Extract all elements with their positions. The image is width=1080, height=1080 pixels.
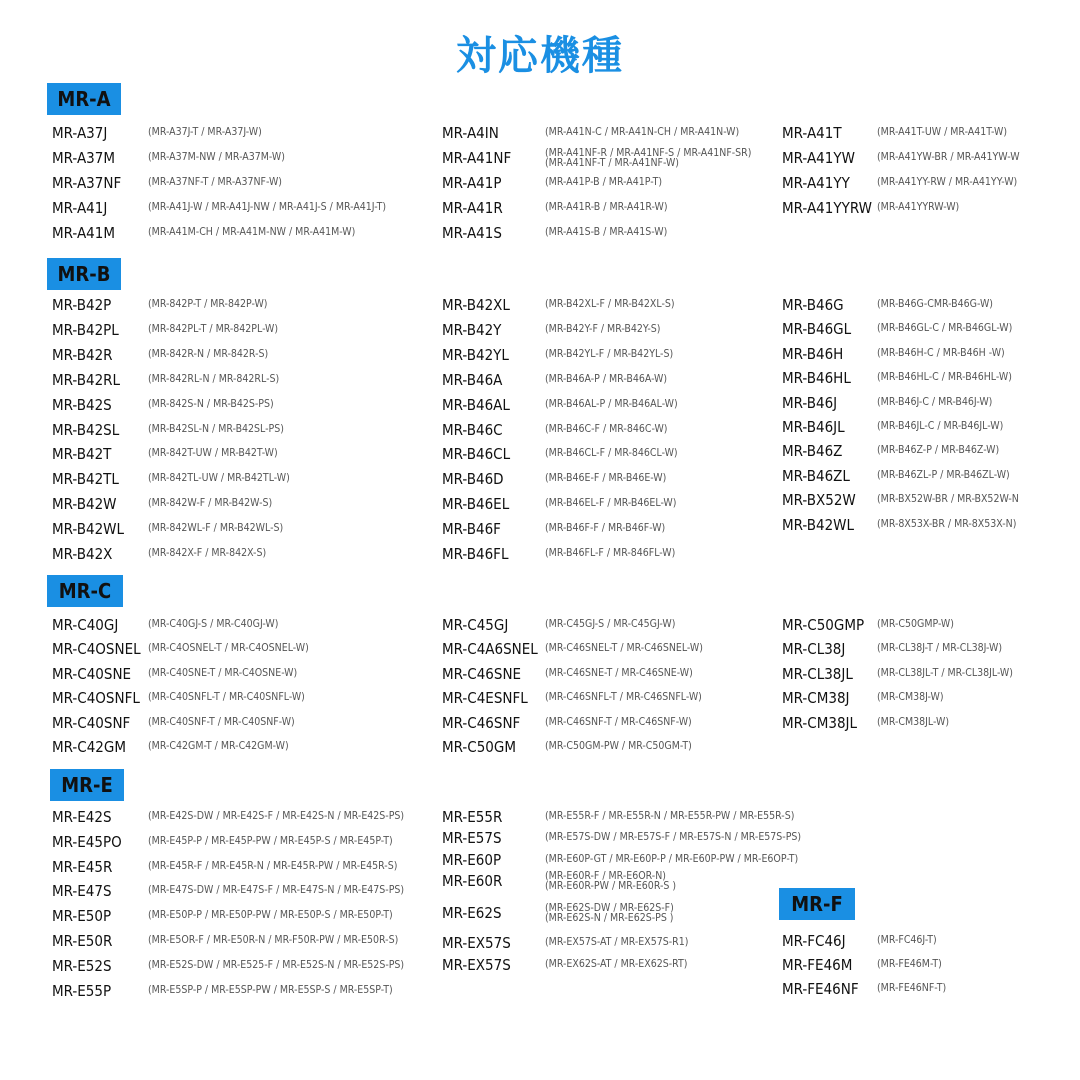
model-name: MR-C45GJ: [442, 616, 509, 634]
model-name: MR-EX57S: [442, 956, 511, 974]
model-name: MR-A37NF: [52, 174, 122, 192]
model-name: MR-B46JL: [782, 418, 845, 436]
model-name: MR-B46C: [442, 420, 503, 439]
model-name: MR-A41T: [782, 124, 842, 142]
model-variants: (MR-B46HL-C / MR-B46HL-W): [877, 371, 1012, 384]
model-name: MR-B42X: [52, 545, 113, 563]
section-badge-e: MR-E: [50, 769, 124, 801]
model-variants: (MR-FE46M-T): [877, 958, 942, 971]
page-title: 対応機種: [456, 33, 624, 79]
model-name: MR-B42PL: [52, 320, 119, 339]
model-name: MR-A41NF: [442, 149, 512, 167]
model-variants: (MR-B46FL-F / MR-846FL-W): [545, 547, 676, 559]
model-name: MR-C42GM: [52, 738, 126, 756]
model-name: MR-EX57S: [442, 934, 511, 952]
model-name: MR-C46SNF: [442, 713, 521, 732]
model-name: MR-B42XL: [442, 296, 510, 314]
model-name: MR-CM38J: [782, 689, 850, 708]
model-variants: (MR-BX52W-BR / MR-BX52W-N: [877, 493, 1019, 506]
model-variants: (MR-E45R-F / MR-E45R-N / MR-E45R-PW / MR-E45R-S): [148, 859, 398, 872]
model-variants: (MR-B46G-CMR-B46G-W): [877, 298, 993, 310]
model-variants: (MR-A41P-B / MR-A41P-T): [545, 176, 663, 188]
model-variants: (MR-C40SNF-T / MR-C40SNF-W): [148, 715, 295, 728]
model-name: MR-C4ESNFL: [442, 689, 528, 708]
model-name: MR-B46AL: [442, 395, 510, 414]
model-name: MR-A41YYRW: [782, 199, 872, 217]
model-name: MR-B46A: [442, 370, 503, 389]
model-variants: (MR-FC46J-T): [877, 934, 937, 946]
model-variants: (MR-A41R-B / MR-A41R-W): [545, 201, 668, 213]
model-name: MR-C40SNE: [52, 664, 132, 683]
model-variants: (MR-B46JL-C / MR-B46JL-W): [877, 420, 1004, 432]
model-variants: (MR-E5OR-F / MR-E50R-N / MR-F50R-PW / MR-E50R-S): [148, 934, 399, 946]
model-variants: (MR-A41NF-R / MR-A41NF-S / MR-A41NF-SR) (MR-A41NF-T / MR-A41NF-W): [545, 147, 752, 169]
model-name: MR-B42RL: [52, 370, 121, 389]
section-badge-c: MR-C: [47, 575, 123, 607]
model-variants: (MR-C46SNF-T / MR-C46SNF-W): [545, 715, 692, 728]
model-variants: (MR-EX57S-AT / MR-EX57S-R1): [545, 936, 689, 948]
model-name: MR-C4A6SNEL: [442, 640, 538, 659]
model-name: MR-C46SNE: [442, 664, 522, 683]
model-name: MR-B42Y: [442, 320, 502, 339]
model-name: MR-C4OSNEL: [52, 640, 141, 659]
model-name: MR-B42R: [52, 345, 113, 364]
model-name: MR-C40SNF: [52, 713, 131, 732]
model-name: MR-B42T: [52, 445, 112, 464]
model-name: MR-A37J: [52, 124, 108, 142]
model-variants: (MR-C46SNE-T / MR-C46SNE-W): [545, 666, 693, 679]
model-variants: (MR-B42YL-F / MR-B42YL-S): [545, 347, 674, 360]
model-variants: (MR-E55R-F / MR-E55R-N / MR-E55R-PW / MR-E55R-S): [545, 810, 795, 822]
model-name: MR-E60R: [442, 872, 503, 890]
model-name: MR-E42S: [52, 808, 112, 826]
model-name: MR-E50R: [52, 932, 113, 950]
model-variants: (MR-B46ZL-P / MR-B46ZL-W): [877, 468, 1010, 481]
model-name: MR-B46EL: [442, 495, 510, 514]
model-variants: (MR-A41YW-BR / MR-A41YW-W: [877, 151, 1020, 163]
model-variants: (MR-842WL-F / MR-B42WL-S): [148, 522, 284, 535]
model-name: MR-B42TL: [52, 470, 119, 489]
model-name: MR-A41M: [52, 224, 115, 242]
model-name: MR-E52S: [52, 956, 112, 975]
model-variants: (MR-842RL-N / MR-842RL-S): [148, 372, 280, 385]
model-variants: (MR-E52S-DW / MR-E525-F / MR-E52S-N / MR-E52S-PS): [148, 958, 405, 971]
model-name: MR-C4OSNFL: [52, 689, 140, 708]
model-name: MR-FC46J: [782, 932, 846, 950]
model-name: MR-CL38JL: [782, 664, 853, 683]
model-variants: (MR-E50P-P / MR-E50P-PW / MR-E50P-S / MR-E50P-T): [148, 909, 393, 922]
model-name: MR-E60P: [442, 851, 502, 869]
model-name: MR-B42P: [52, 296, 112, 314]
model-variants: (MR-B46A-P / MR-B46A-W): [545, 372, 668, 385]
model-variants: (MR-CL38J-T / MR-CL38J-W): [877, 642, 1003, 655]
section-badge-a: MR-A: [47, 83, 121, 115]
model-name: MR-B42WL: [782, 515, 855, 534]
model-variants: (MR-A41M-CH / MR-A41M-NW / MR-A41M-W): [148, 226, 356, 238]
model-variants: (MR-B42Y-F / MR-B42Y-S): [545, 322, 661, 335]
model-variants: (MR-E62S-DW / MR-E62S-F) (MR-E62S-N / MR-E62S-PS ): [545, 902, 674, 924]
model-variants: (MR-B46CL-F / MR-846CL-W): [545, 447, 678, 460]
model-variants: (MR-B46E-F / MR-B46E-W): [545, 472, 667, 485]
model-variants: (MR-A41N-C / MR-A41N-CH / MR-A41N-W): [545, 126, 740, 138]
model-variants: (MR-C40GJ-S / MR-C40GJ-W): [148, 618, 279, 630]
model-variants: (MR-842S-N / MR-B42S-PS): [148, 397, 274, 410]
model-variants: (MR-C50GMP-W): [877, 618, 954, 630]
model-variants: (MR-842T-UW / MR-B42T-W): [148, 447, 278, 460]
model-name: MR-CM38JL: [782, 713, 858, 732]
model-variants: (MR-CM38JL-W): [877, 715, 950, 728]
model-variants: (MR-842W-F / MR-B42W-S): [148, 497, 273, 510]
model-variants: (MR-842PL-T / MR-842PL-W): [148, 322, 279, 335]
model-variants: (MR-842TL-UW / MR-B42TL-W): [148, 472, 290, 485]
model-variants: (MR-A41YY-RW / MR-A41YY-W): [877, 176, 1018, 188]
model-name: MR-B46D: [442, 470, 504, 489]
model-name: MR-E47S: [52, 882, 112, 901]
model-name: MR-BX52W: [782, 491, 856, 510]
model-name: MR-E55P: [52, 981, 112, 1000]
section-badge-f: MR-F: [779, 888, 855, 920]
model-variants: (MR-CM38J-W): [877, 691, 944, 704]
model-name: MR-C50GM: [442, 738, 516, 756]
model-name: MR-B46FL: [442, 545, 509, 563]
model-name: MR-E55R: [442, 808, 503, 826]
model-variants: (MR-E60P-GT / MR-E60P-P / MR-E60P-PW / MR-E6OP-T): [545, 853, 799, 865]
model-variants: (MR-C46SNEL-T / MR-C46SNEL-W): [545, 642, 703, 655]
model-variants: (MR-B42SL-N / MR-B42SL-PS): [148, 422, 284, 435]
model-name: MR-A4IN: [442, 124, 499, 142]
model-variants: (MR-842X-F / MR-842X-S): [148, 547, 267, 559]
model-variants: (MR-A41J-W / MR-A41J-NW / MR-A41J-S / MR-A41J-T): [148, 201, 387, 213]
model-name: MR-B42YL: [442, 345, 509, 364]
model-name: MR-A41S: [442, 224, 502, 242]
model-name: MR-A41R: [442, 199, 503, 217]
model-name: MR-B42SL: [52, 420, 120, 439]
model-variants: (MR-B46C-F / MR-846C-W): [545, 422, 668, 435]
model-name: MR-B42S: [52, 395, 112, 414]
model-variants: (MR-A41T-UW / MR-A41T-W): [877, 126, 1008, 138]
model-name: MR-E62S: [442, 904, 502, 922]
model-name: MR-B46HL: [782, 369, 851, 388]
model-variants: (MR-A37NF-T / MR-A37NF-W): [148, 176, 282, 188]
model-name: MR-E50P: [52, 907, 112, 926]
model-variants: (MR-A37M-NW / MR-A37M-W): [148, 151, 285, 163]
model-name: MR-B46CL: [442, 445, 511, 464]
model-variants: (MR-C4OSNEL-T / MR-C4OSNEL-W): [148, 642, 309, 655]
model-name: MR-B46J: [782, 393, 838, 412]
model-variants: (MR-842P-T / MR-842P-W): [148, 298, 268, 310]
model-variants: (MR-A37J-T / MR-A37J-W): [148, 126, 262, 138]
model-variants: (MR-C46SNFL-T / MR-C46SNFL-W): [545, 691, 702, 704]
model-variants: (MR-E5SP-P / MR-E5SP-PW / MR-E5SP-S / MR-E5SP-T): [148, 983, 393, 996]
model-name: MR-FE46M: [782, 956, 853, 975]
model-variants: (MR-E45P-P / MR-E45P-PW / MR-E45P-S / MR-E45P-T): [148, 834, 393, 847]
model-variants: (MR-E60R-F / MR-E6OR-N) (MR-E60R-PW / MR-E60R-S ): [545, 870, 677, 892]
model-name: MR-B46GL: [782, 320, 852, 339]
model-name: MR-B46ZL: [782, 466, 850, 485]
model-name: MR-A41YW: [782, 149, 855, 167]
model-name: MR-A41P: [442, 174, 502, 192]
model-name: MR-B46H: [782, 344, 844, 363]
model-name: MR-B46F: [442, 520, 501, 539]
model-variants: (MR-E57S-DW / MR-E57S-F / MR-E57S-N / MR-E57S-PS): [545, 831, 802, 843]
model-name: MR-E45PO: [52, 832, 122, 851]
model-variants: (MR-8X53X-BR / MR-8X53X-N): [877, 517, 1017, 530]
model-variants: (MR-FE46NF-T): [877, 982, 947, 995]
model-name: MR-E45R: [52, 857, 113, 876]
model-name: MR-B46Z: [782, 442, 843, 461]
model-variants: (MR-B46EL-F / MR-B46EL-W): [545, 497, 677, 510]
model-variants: (MR-A41YYRW-W): [877, 201, 960, 213]
model-variants: (MR-C40SNFL-T / MR-C40SNFL-W): [148, 691, 305, 704]
model-name: MR-B46G: [782, 296, 844, 314]
model-name: MR-B42WL: [52, 520, 125, 539]
section-badge-b: MR-B: [47, 258, 121, 290]
model-variants: (MR-EX62S-AT / MR-EX62S-RT): [545, 958, 688, 970]
model-variants: (MR-C45GJ-S / MR-C45GJ-W): [545, 618, 676, 630]
model-variants: (MR-B46F-F / MR-B46F-W): [545, 522, 666, 535]
model-name: MR-A41YY: [782, 174, 850, 192]
model-variants: (MR-B46AL-P / MR-B46AL-W): [545, 397, 678, 410]
model-name: MR-A41J: [52, 199, 108, 217]
model-variants: (MR-B46GL-C / MR-B46GL-W): [877, 322, 1013, 335]
model-name: MR-B42W: [52, 495, 117, 514]
model-variants: (MR-C40SNE-T / MR-C4OSNE-W): [148, 666, 298, 679]
model-variants: (MR-B46J-C / MR-B46J-W): [877, 395, 993, 408]
model-variants: (MR-A41S-B / MR-A41S-W): [545, 226, 668, 238]
model-name: MR-FE46NF: [782, 980, 859, 999]
model-variants: (MR-C42GM-T / MR-C42GM-W): [148, 740, 289, 752]
model-variants: (MR-C50GM-PW / MR-C50GM-T): [545, 740, 692, 752]
model-name: MR-E57S: [442, 829, 502, 847]
model-name: MR-C40GJ: [52, 616, 119, 634]
model-variants: (MR-B42XL-F / MR-B42XL-S): [545, 298, 675, 310]
model-variants: (MR-E42S-DW / MR-E42S-F / MR-E42S-N / MR-E42S-PS): [148, 810, 405, 822]
model-variants: (MR-842R-N / MR-842R-S): [148, 347, 269, 360]
model-variants: (MR-E47S-DW / MR-E47S-F / MR-E47S-N / MR-E47S-PS): [148, 884, 405, 897]
model-variants: (MR-CL38JL-T / MR-CL38JL-W): [877, 666, 1013, 679]
model-name: MR-CL38J: [782, 640, 846, 659]
model-name: MR-C50GMP: [782, 616, 865, 634]
model-variants: (MR-B46H-C / MR-B46H -W): [877, 346, 1005, 359]
model-variants: (MR-B46Z-P / MR-B46Z-W): [877, 444, 1000, 457]
model-name: MR-A37M: [52, 149, 115, 167]
